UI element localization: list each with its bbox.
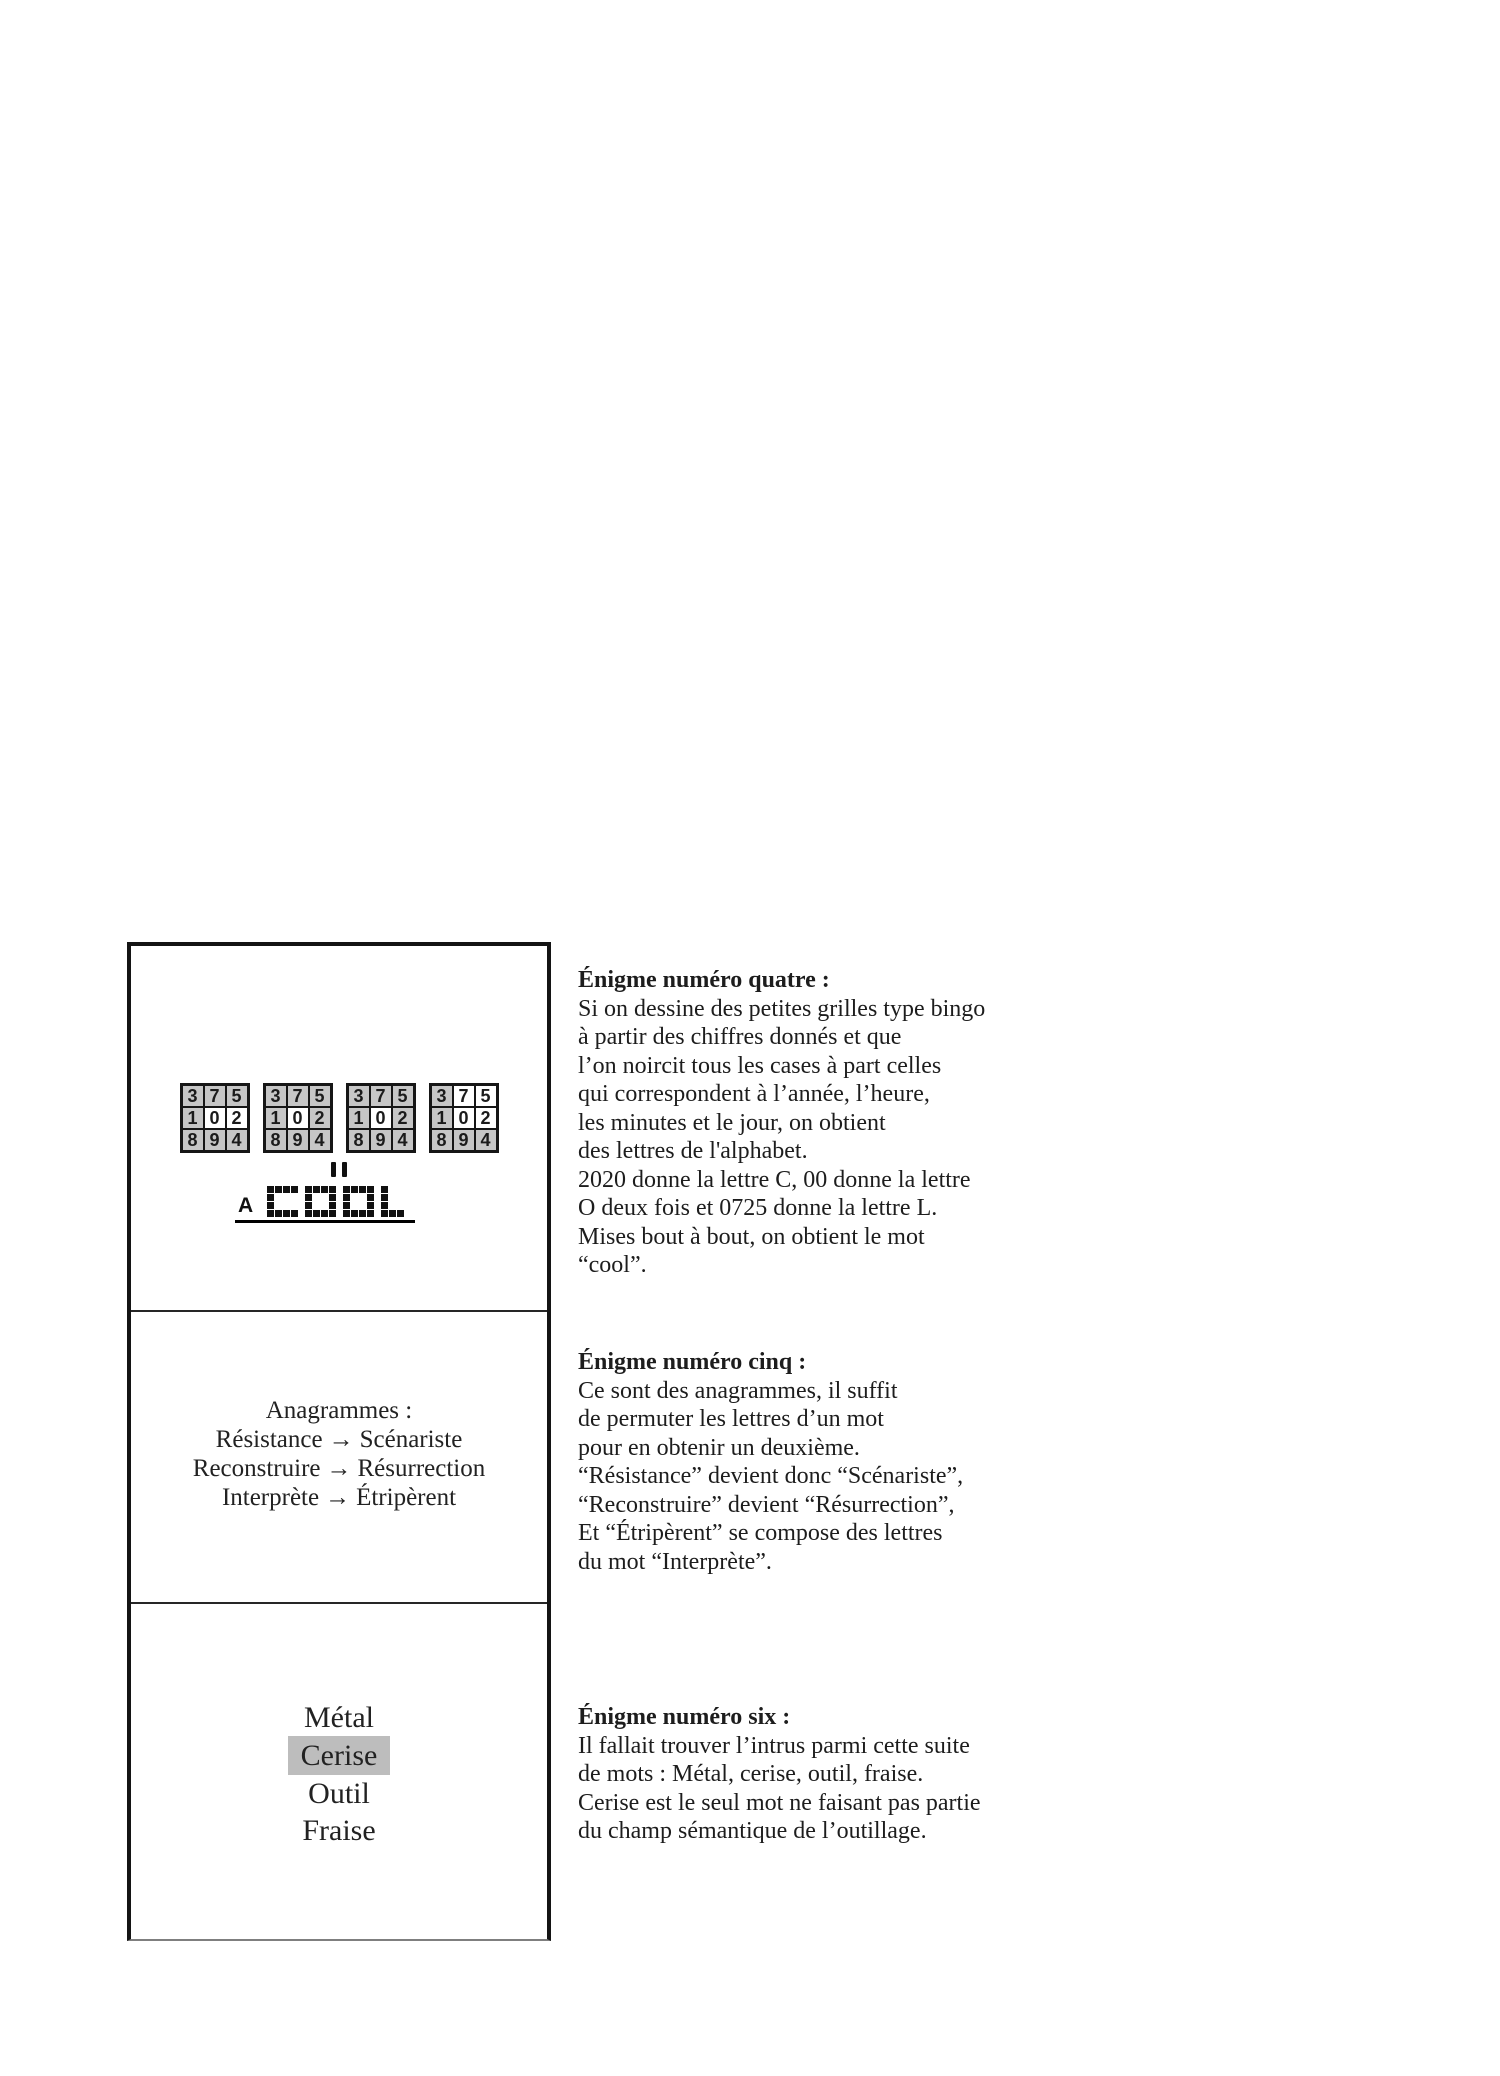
- anagrams-title: Anagrammes :: [265, 1397, 413, 1424]
- pixel-block: [381, 1202, 388, 1209]
- pixel-block: [389, 1186, 396, 1193]
- pixel-letter-L: [381, 1186, 412, 1217]
- bingo-cell: 9: [205, 1130, 225, 1150]
- bingo-cell: 2: [310, 1108, 330, 1128]
- pixel-block: [321, 1210, 328, 1217]
- anagram-to: Résurrection: [357, 1455, 486, 1482]
- pixel-block: [283, 1210, 290, 1217]
- panel-divider: [131, 1602, 547, 1604]
- pixel-block: [343, 1210, 350, 1217]
- pixel-block: [343, 1194, 350, 1201]
- solution-heading: Énigme numéro cinq :: [578, 1349, 807, 1375]
- solution-heading: Énigme numéro quatre :: [578, 967, 830, 993]
- bingo-cell: 8: [266, 1130, 286, 1150]
- solution-line: de permuter les lettres d’un mot: [578, 1406, 884, 1432]
- pixel-block: [305, 1210, 312, 1217]
- solution-line: Ce sont des anagrammes, il suffit: [578, 1377, 898, 1404]
- pixel-block: [389, 1210, 396, 1217]
- solution-line: Cerise est le seul mot ne faisant pas partie: [578, 1789, 981, 1816]
- pixel-block: [313, 1186, 320, 1193]
- solution-block-1: [578, 966, 1078, 1280]
- solution-line: “cool”.: [578, 1252, 647, 1278]
- bingo-cell: 2: [227, 1108, 247, 1128]
- equals-bar: [342, 1162, 347, 1177]
- bingo-cell: 3: [432, 1086, 452, 1106]
- pixel-block: [397, 1186, 404, 1193]
- bingo-grid-1: [180, 1083, 250, 1153]
- pixel-block: [313, 1194, 320, 1201]
- bingo-cell: 9: [288, 1130, 308, 1150]
- bingo-cell: 0: [288, 1108, 308, 1128]
- pixel-block: [267, 1210, 274, 1217]
- pixel-block: [351, 1210, 358, 1217]
- solution-heading: Énigme numéro six :: [578, 1704, 791, 1730]
- solution-line: “Résistance” devient donc “Scénariste”,: [578, 1463, 964, 1489]
- result-label: A: [238, 1194, 254, 1217]
- word-list-panel: [131, 1699, 547, 1849]
- pixel-block: [283, 1194, 290, 1201]
- pixel-block: [321, 1194, 328, 1201]
- solution-line: des lettres de l'alphabet.: [578, 1138, 808, 1164]
- solution-line: du mot “Interprète”.: [578, 1548, 772, 1575]
- pixel-block: [321, 1186, 328, 1193]
- pixel-block: [351, 1186, 358, 1193]
- pixel-block: [367, 1202, 374, 1209]
- bingo-cell: 5: [476, 1086, 496, 1106]
- anagram-line: [131, 1425, 547, 1454]
- pixel-block: [359, 1194, 366, 1201]
- solution-line: O deux fois et 0725 donne la lettre L.: [578, 1195, 938, 1221]
- bingo-cell: 1: [266, 1108, 286, 1128]
- right-arrow-icon: →: [325, 1484, 351, 1511]
- pixel-block: [359, 1186, 366, 1193]
- pixel-block: [405, 1186, 412, 1193]
- pixel-block: [367, 1210, 374, 1217]
- pixel-block: [397, 1202, 404, 1209]
- pixel-block: [321, 1202, 328, 1209]
- pixel-block: [343, 1202, 350, 1209]
- anagram-from: Reconstruire: [192, 1455, 321, 1482]
- bingo-cell: 5: [227, 1086, 247, 1106]
- pixel-block: [267, 1186, 274, 1193]
- bingo-cell: 4: [476, 1130, 496, 1150]
- bingo-cell: 1: [183, 1108, 203, 1128]
- solution-line: Si on dessine des petites grilles type bingo: [578, 995, 986, 1022]
- anagrams-panel: [131, 1396, 547, 1512]
- solution-block-2: [578, 1348, 1078, 1576]
- solution-line: à partir des chiffres donnés et que: [578, 1024, 902, 1050]
- solution-line: l’on noircit tous les cases à part celles: [578, 1052, 942, 1079]
- panel-divider: [131, 1310, 547, 1312]
- pixel-block: [405, 1194, 412, 1201]
- pixel-block: [389, 1202, 396, 1209]
- pixel-block: [351, 1202, 358, 1209]
- solution-line: Mises bout à bout, on obtient le mot: [578, 1223, 925, 1250]
- bingo-cell: 1: [432, 1108, 452, 1128]
- bingo-grids-row: [131, 1083, 547, 1153]
- right-arrow-icon: →: [328, 1426, 354, 1453]
- equals-bar: [331, 1162, 336, 1177]
- result-word-group: [235, 1186, 415, 1223]
- anagram-to: Étripèrent: [356, 1484, 457, 1511]
- word-item: Métal: [304, 1701, 374, 1734]
- solution-line: qui correspondent à l’année, l’heure,: [578, 1081, 930, 1107]
- pixel-block: [305, 1186, 312, 1193]
- bingo-cell: 3: [266, 1086, 286, 1106]
- bingo-cell: 4: [227, 1130, 247, 1150]
- pixel-block: [291, 1210, 298, 1217]
- pixel-word-cool: [267, 1186, 412, 1217]
- bingo-cell: 7: [454, 1086, 474, 1106]
- bingo-cell: 8: [349, 1130, 369, 1150]
- solution-line: Il fallait trouver l’intrus parmi cette suite: [578, 1732, 970, 1759]
- anagram-line: [131, 1454, 547, 1483]
- bingo-cell: 0: [371, 1108, 391, 1128]
- pixel-block: [359, 1210, 366, 1217]
- pixel-block: [291, 1194, 298, 1201]
- pixel-letter-O: [343, 1186, 374, 1217]
- figure-frame: [127, 942, 551, 1941]
- word-item: Outil: [308, 1777, 370, 1810]
- anagram-to: Scénariste: [359, 1426, 463, 1453]
- word-item: [131, 1736, 547, 1775]
- word-item: Fraise: [302, 1814, 376, 1847]
- pixel-block: [275, 1210, 282, 1217]
- pixel-block: [283, 1186, 290, 1193]
- pixel-block: [359, 1202, 366, 1209]
- pixel-block: [397, 1210, 404, 1217]
- pixel-block: [267, 1202, 274, 1209]
- anagram-line: [131, 1483, 547, 1512]
- anagram-from: Résistance: [215, 1426, 323, 1453]
- pixel-letter-O: [305, 1186, 336, 1217]
- bingo-cell: 3: [183, 1086, 203, 1106]
- bingo-cell: 0: [205, 1108, 225, 1128]
- pixel-block: [275, 1194, 282, 1201]
- bingo-grid-3: [346, 1083, 416, 1153]
- pixel-block: [329, 1210, 336, 1217]
- pixel-block: [291, 1202, 298, 1209]
- bingo-cell: 3: [349, 1086, 369, 1106]
- bingo-cell: 7: [371, 1086, 391, 1106]
- bingo-cell: 2: [393, 1108, 413, 1128]
- pixel-block: [329, 1194, 336, 1201]
- pixel-block: [283, 1202, 290, 1209]
- pixel-block: [329, 1186, 336, 1193]
- bingo-cell: 7: [288, 1086, 308, 1106]
- solution-line: 2020 donne la lettre C, 00 donne la lettre: [578, 1166, 971, 1193]
- bingo-cell: 5: [310, 1086, 330, 1106]
- pixel-block: [313, 1210, 320, 1217]
- pixel-block: [367, 1186, 374, 1193]
- right-arrow-icon: →: [326, 1455, 352, 1482]
- pixel-block: [291, 1186, 298, 1193]
- rotated-equals-icon: [131, 1162, 547, 1177]
- bingo-cell: 9: [454, 1130, 474, 1150]
- solution-line: du champ sémantique de l’outillage.: [578, 1818, 927, 1844]
- bingo-cell: 0: [454, 1108, 474, 1128]
- pixel-block: [381, 1194, 388, 1201]
- anagram-from: Interprète: [221, 1484, 320, 1511]
- pixel-block: [305, 1202, 312, 1209]
- bingo-cell: 8: [432, 1130, 452, 1150]
- pixel-block: [267, 1194, 274, 1201]
- bingo-cell: 1: [349, 1108, 369, 1128]
- pixel-block: [351, 1194, 358, 1201]
- bingo-cell: 4: [393, 1130, 413, 1150]
- solution-line: pour en obtenir un deuxième.: [578, 1434, 860, 1461]
- pixel-block: [329, 1202, 336, 1209]
- bingo-cell: 2: [476, 1108, 496, 1128]
- bingo-cell: 9: [371, 1130, 391, 1150]
- pixel-block: [381, 1186, 388, 1193]
- pixel-block: [405, 1202, 412, 1209]
- bingo-cell: 5: [393, 1086, 413, 1106]
- pixel-block: [397, 1194, 404, 1201]
- pixel-block: [275, 1186, 282, 1193]
- bingo-cell: 4: [310, 1130, 330, 1150]
- solution-line: les minutes et le jour, on obtient: [578, 1109, 886, 1136]
- pixel-block: [305, 1194, 312, 1201]
- solution-line: “Reconstruire” devient “Résurrection”,: [578, 1491, 955, 1518]
- pixel-block: [275, 1202, 282, 1209]
- bingo-grid-4: [429, 1083, 499, 1153]
- bingo-grid-2: [263, 1083, 333, 1153]
- pixel-letter-C: [267, 1186, 298, 1217]
- pixel-block: [389, 1194, 396, 1201]
- solution-block-3: [578, 1703, 1078, 1846]
- highlighted-word: Cerise: [288, 1736, 391, 1775]
- pixel-block: [381, 1210, 388, 1217]
- pixel-block: [405, 1210, 412, 1217]
- pixel-block: [343, 1186, 350, 1193]
- bingo-cell: 7: [205, 1086, 225, 1106]
- bingo-cell: 8: [183, 1130, 203, 1150]
- solution-line: Et “Étripèrent” se compose des lettres: [578, 1520, 943, 1546]
- solution-line: de mots : Métal, cerise, outil, fraise.: [578, 1761, 924, 1787]
- pixel-block: [313, 1202, 320, 1209]
- pixel-block: [367, 1194, 374, 1201]
